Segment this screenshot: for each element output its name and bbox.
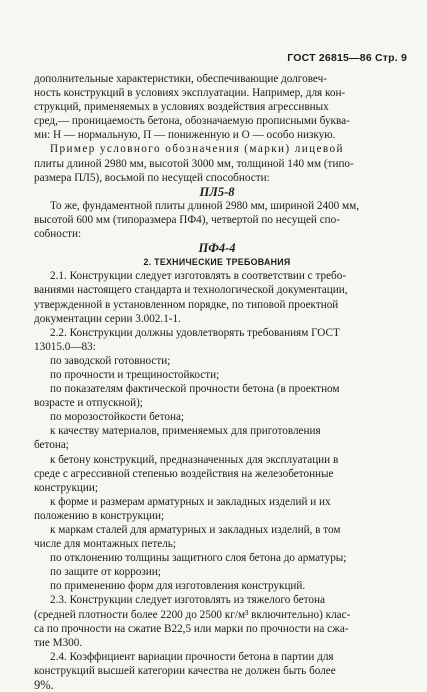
designation-pf4-4: ПФ4-4 xyxy=(198,241,236,256)
requirement-item: по отклонению толщины защитного слоя бетона до арматуры; xyxy=(50,552,347,565)
requirement-item: к форме и размерам арматурных и закладных изделий и их xyxy=(50,495,331,508)
requirement-item: по применению форм для изготовления конструкций. xyxy=(50,580,306,593)
text-line: ми: Н — нормальную, П — пониженную и О — особо низкую. xyxy=(34,129,336,142)
text-line: 2.3. Конструкции следует изготовлять из тяжелого бетона xyxy=(50,594,325,607)
requirement-item: к качеству материалов, применяемых для приготовления xyxy=(50,425,321,438)
paragraph-foundation xyxy=(34,199,400,241)
text-line: дополнительные характеристики, обеспечивающие долговеч- xyxy=(34,73,327,85)
text-line: положению в конструкции; xyxy=(34,509,165,522)
text-line: плиты длиной 2980 мм, высотой 3000 мм, толщиной 140 мм (типо- xyxy=(34,157,354,170)
text-line: струкций, применяемых в условиях воздействия агрессивных xyxy=(34,101,329,114)
text-line: сред,— проницаемость бетона, обозначаемую прописными буква- xyxy=(34,115,350,128)
requirement-item: по морозостойкости бетона; xyxy=(50,411,185,424)
text-line: тие М300. xyxy=(34,636,83,649)
requirement-item: по показателям фактической прочности бетона (в проектном xyxy=(50,383,340,396)
text-line: 9%. xyxy=(34,678,54,692)
text-line: 2.4. Коэффициент вариации прочности бетона в партии для xyxy=(50,650,334,663)
requirement-item: по заводской готовности; xyxy=(50,354,171,367)
text-line: 13015.0—83: xyxy=(34,340,96,353)
text-line: размера ПЛ5), восьмой по несущей способности: xyxy=(34,171,270,184)
text-line: собности: xyxy=(34,228,82,241)
text-line: (средней плотности более 2200 до 2500 кг/м³ включительно) клас- xyxy=(34,608,351,621)
requirement-item: к маркам сталей для арматурных и закладных изделий, в том xyxy=(50,524,341,536)
text-line: среде с агрессивной степенью воздействия на железобетонные xyxy=(34,467,334,480)
page-header: ГОСТ 26815—86 Стр. 9 xyxy=(287,52,407,64)
paragraph-characteristics xyxy=(34,72,400,142)
text-line: ность конструкций в условиях эксплуатации. Например, для кон- xyxy=(34,87,346,100)
text-line: ваниями настоящего стандарта и технологической документации, xyxy=(34,284,348,297)
text-line: возрасте и отпускной); xyxy=(34,397,143,410)
requirement-item: по защите от коррозии; xyxy=(50,566,161,579)
clause-2-4 xyxy=(34,650,400,692)
clause-2-3 xyxy=(34,593,400,649)
requirement-item: к бетону конструкций, предназначенных для эксплуатации в xyxy=(50,453,339,466)
section-heading: 2. ТЕХНИЧЕСКИЕ ТРЕБОВАНИЯ xyxy=(143,257,291,268)
clause-2-1 xyxy=(34,269,400,325)
paragraph-example xyxy=(34,142,400,184)
text-line: документации серии 3.002.1-1. xyxy=(34,312,181,325)
text-line: числе для монтажных петель; xyxy=(34,538,177,551)
clause-2-2 xyxy=(34,326,400,594)
text-line: утвержденной в установленном порядке, по типовой проектной xyxy=(34,298,339,311)
designation-pl5-8: ПЛ5-8 xyxy=(199,184,235,199)
text-line: конструкций высшей категории качества не должен быть более xyxy=(34,664,336,677)
text-line: 2.1. Конструкции следует изготовлять в соответствии с требо- xyxy=(50,270,347,283)
text-line: бетона; xyxy=(34,439,69,452)
text-line: То же, фундаментной плиты длиной 2980 мм, шириной 2400 мм, xyxy=(50,199,360,212)
document-body xyxy=(34,72,400,692)
text-line: са по прочности на сжатие В22,5 или марки по прочности на сжа- xyxy=(34,622,349,635)
text-line: высотой 600 мм (типоразмера ПФ4), четвертой по несущей спо- xyxy=(34,213,340,226)
text-line: Пример условного обозначения (марки) лицевой xyxy=(50,143,344,156)
text-line: конструкции; xyxy=(34,481,98,494)
text-line: 2.2. Конструкции должны удовлетворять требованиям ГОСТ xyxy=(50,326,340,339)
requirement-item: по прочности и трещиностойкости; xyxy=(50,368,220,381)
